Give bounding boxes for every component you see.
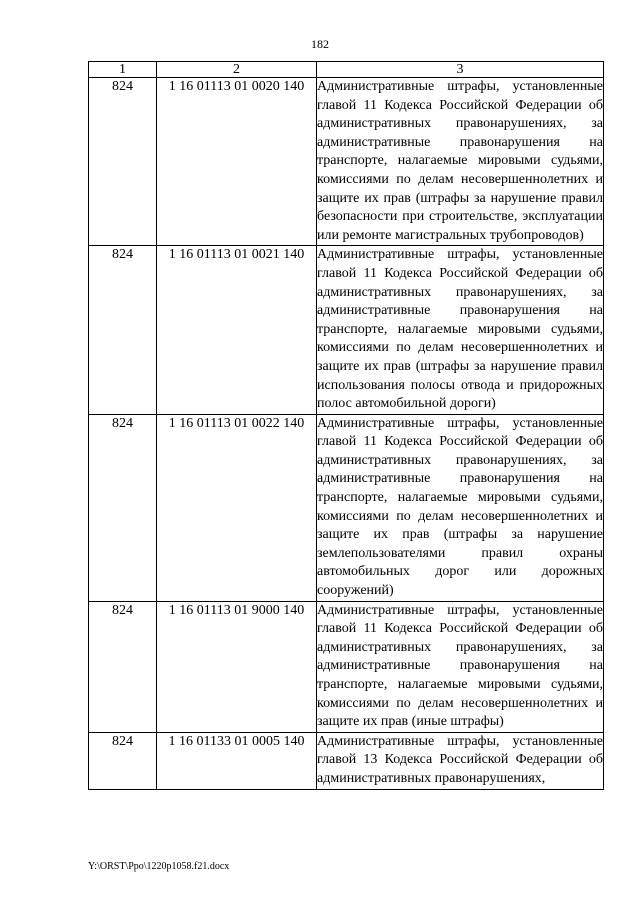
budget-code-cell: 1 16 01113 01 0022 140 — [157, 414, 317, 601]
budget-code-cell: 1 16 01113 01 0021 140 — [157, 246, 317, 414]
table-row — [89, 732, 604, 789]
budget-code-cell: 1 16 01133 01 0005 140 — [157, 732, 317, 789]
admin-code-cell: 824 — [89, 78, 157, 246]
table-header-row — [89, 62, 604, 78]
description-cell — [317, 414, 604, 601]
table-row — [89, 246, 604, 414]
column-header-2: 2 — [157, 62, 317, 78]
budget-code-cell: 1 16 01113 01 9000 140 — [157, 601, 317, 732]
codes-table — [88, 61, 604, 790]
description-text: Административные штрафы, установленные главой 11 Кодекса Российской Федерации об административных правонарушениях, за административные правонарушения на транспорте, налагаемые мировыми судьями, комиссиями по делам несовершеннолетних и защите их прав (штрафы за нарушение правил безопасности при строительстве, эксплуатации или ремонте магистральных трубопроводов) — [317, 79, 603, 243]
description-text: Административные штрафы, установленные главой 11 Кодекса Российской Федерации об административных правонарушениях, за административные правонарушения на транспорте, налагаемые мировыми судьями, комиссиями по делам несовершеннолетних и защите их прав (штрафы за нарушение землепользователями правил охраны автомобильных дорог или дорожных сооружений) — [317, 415, 603, 599]
admin-code-cell: 824 — [89, 414, 157, 601]
page-number: 182 — [311, 37, 329, 51]
document-path-footer: Y:\ORST\Ppo\1220p1058.f21.docx — [88, 861, 230, 872]
description-cell — [317, 601, 604, 732]
description-cell — [317, 246, 604, 414]
table-row — [89, 414, 604, 601]
description-text: Административные штрафы, установленные главой 11 Кодекса Российской Федерации об административных правонарушениях, за административные правонарушения на транспорте, налагаемые мировыми судьями, комиссиями по делам несовершеннолетних и защите их прав (штрафы за нарушение правил использования полосы отвода и придорожных полос автомобильной дороги) — [317, 247, 603, 412]
admin-code-cell: 824 — [89, 732, 157, 789]
description-text: Административные штрафы, установленные главой 11 Кодекса Российской Федерации об административных правонарушениях, за административные правонарушения на транспорте, налагаемые мировыми судьями, комиссиями по делам несовершеннолетних и защите их прав (иные штрафы) — [317, 602, 603, 730]
table-row — [89, 601, 604, 732]
admin-code-cell: 824 — [89, 246, 157, 414]
budget-code-cell: 1 16 01113 01 0020 140 — [157, 78, 317, 246]
column-header-1: 1 — [89, 62, 157, 78]
description-cell — [317, 78, 604, 246]
description-cell — [317, 732, 604, 789]
table-row — [89, 78, 604, 246]
admin-code-cell: 824 — [89, 601, 157, 732]
description-text: Административные штрафы, установленные главой 13 Кодекса Российской Федерации об административных правонарушениях, — [317, 733, 603, 786]
column-header-3: 3 — [317, 62, 604, 78]
